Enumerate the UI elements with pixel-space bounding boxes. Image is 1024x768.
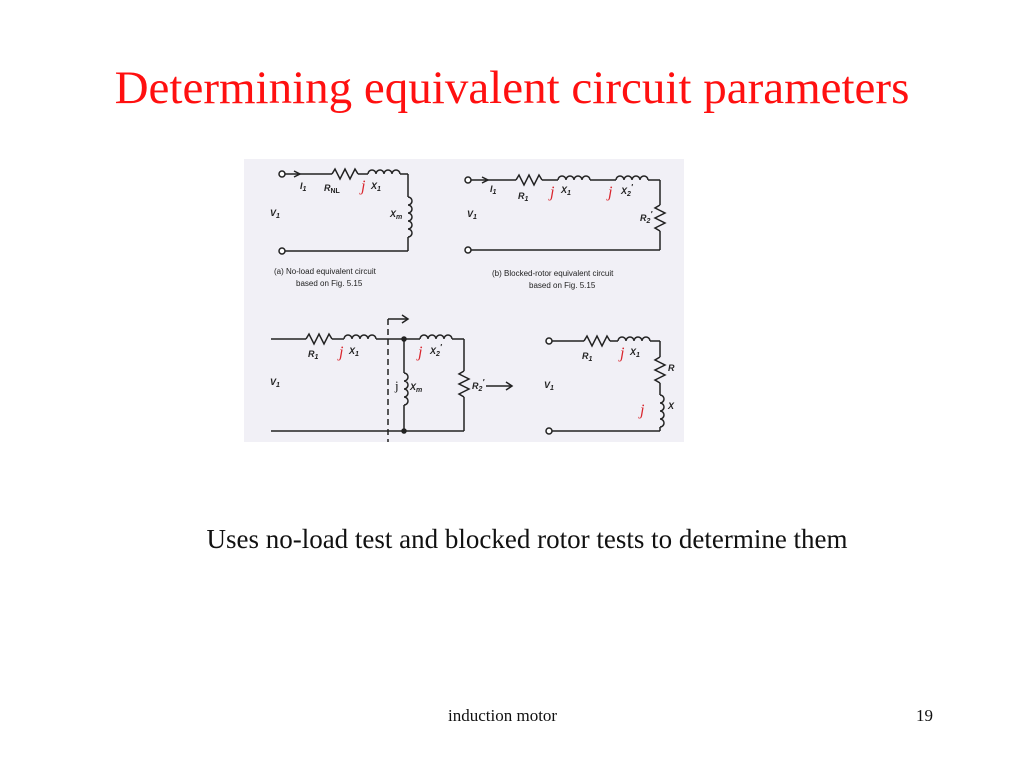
caption-a-line2: based on Fig. 5.15 [296, 279, 363, 288]
terminal-top-d [546, 338, 552, 344]
label-v1: $V_1$ [467, 209, 477, 221]
label-xm: $X_m$ [410, 382, 423, 394]
terminal-top-a [279, 171, 285, 177]
red-j-annotation: j [550, 184, 555, 201]
label-rnl: $R_{NL}$ [324, 183, 340, 195]
terminal-top-b [465, 177, 471, 183]
caption-b-line2: based on Fig. 5.15 [529, 281, 596, 290]
red-j-annotation: j [418, 344, 423, 361]
label-x2-prime: $X_2'$ [430, 343, 442, 358]
terminal-bottom-b [465, 247, 471, 253]
red-j-annotation: j [339, 344, 344, 361]
label-x1: $X_1$ [630, 347, 640, 359]
body-text: Uses no-load test and blocked rotor tests to determine them [206, 524, 848, 554]
label-i1: $I_1$ [490, 184, 497, 196]
label-x1: $X_1$ [561, 185, 571, 197]
label-v1: $V_1$ [270, 208, 280, 220]
slide-number: 19 [916, 706, 933, 725]
red-j-annotation: j [608, 184, 613, 201]
label-v1: $V_1$ [544, 380, 554, 392]
label-r1: $R_1$ [582, 351, 593, 363]
junction-dot [402, 429, 406, 433]
label-r2-prime: $R_2'$ [472, 378, 485, 393]
red-j-annotation: j [361, 178, 366, 195]
red-j-annotation: j [640, 402, 645, 419]
label-r1: $R_1$ [518, 191, 529, 203]
label-r2-prime: $R_2'$ [640, 210, 653, 225]
label-xm: $X_m$ [390, 209, 403, 221]
label-x2-prime: $X_2'$ [621, 183, 633, 198]
slide-title: Determining equivalent circuit parameters [114, 62, 910, 114]
caption-b-line1: (b) Blocked-rotor equivalent circuit [492, 269, 614, 278]
terminal-bottom-d [546, 428, 552, 434]
j-annotation: j [395, 378, 399, 393]
red-j-annotation: j [620, 345, 625, 362]
label-r: R [668, 363, 675, 373]
label-v1: $V_1$ [270, 377, 280, 389]
label-r1: $R_1$ [308, 349, 319, 361]
label-x1: $X_1$ [371, 181, 381, 193]
junction-dot [402, 337, 406, 341]
terminal-bottom-a [279, 248, 285, 254]
circuit-diagrams [244, 159, 684, 442]
label-x: X [668, 401, 675, 411]
equivalent-circuit-figure [244, 159, 684, 442]
label-i1: $I_1$ [300, 181, 307, 193]
footer-label: induction motor [448, 706, 558, 725]
label-x1: $X_1$ [349, 346, 359, 358]
caption-a-line1: (a) No-load equivalent circuit [274, 267, 376, 276]
